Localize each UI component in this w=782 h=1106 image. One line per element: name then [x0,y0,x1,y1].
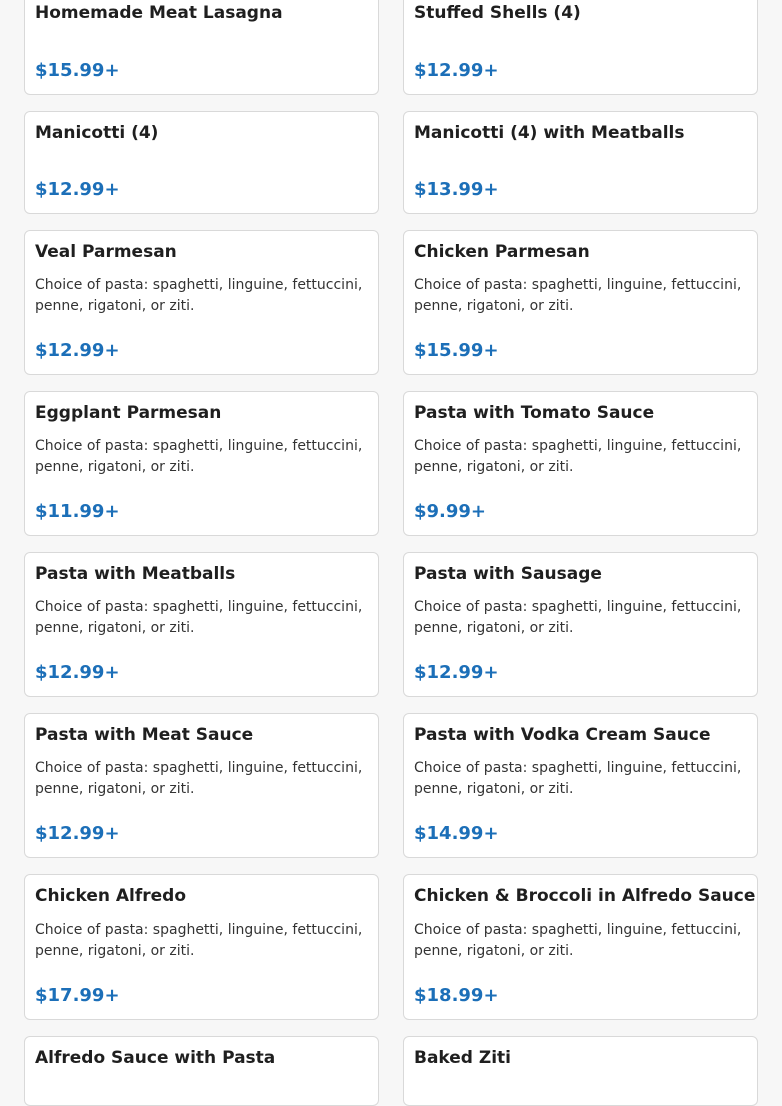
menu-item-description: Choice of pasta: spaghetti, linguine, fettuccini, penne, rigatoni, or ziti. [35,922,363,959]
menu-item-name: Chicken & Broccoli in Alfredo Sauce [414,886,756,906]
menu-item-card[interactable] [24,391,379,536]
menu-item-price: $12.99+ [414,662,499,683]
menu-item-price: $12.99+ [35,823,120,844]
menu-item-description: Choice of pasta: spaghetti, linguine, fettuccini, penne, rigatoni, or ziti. [414,922,742,959]
menu-item-description: Choice of pasta: spaghetti, linguine, fettuccini, penne, rigatoni, or ziti. [35,438,363,475]
menu-item-name: Chicken Parmesan [414,242,590,262]
menu-item-description: Choice of pasta: spaghetti, linguine, fettuccini, penne, rigatoni, or ziti. [35,277,363,314]
menu-item-price: $13.99+ [414,179,499,200]
menu-item-name: Stuffed Shells (4) [414,3,581,23]
menu-item-card[interactable] [403,0,758,95]
menu-item-name: Baked Ziti [414,1048,512,1068]
menu-item-price: $12.99+ [35,662,120,683]
menu-item-name: Pasta with Vodka Cream Sauce [414,725,711,745]
menu-item-card[interactable] [403,111,758,214]
menu-item-description: Choice of pasta: spaghetti, linguine, fettuccini, penne, rigatoni, or ziti. [414,760,742,797]
menu-item-description: Choice of pasta: spaghetti, linguine, fettuccini, penne, rigatoni, or ziti. [414,277,742,314]
menu-item-name: Eggplant Parmesan [35,403,222,423]
menu-item-name: Veal Parmesan [35,242,177,262]
menu-item-card[interactable] [403,1036,758,1106]
menu-item-card[interactable] [24,0,379,95]
menu-item-price: $18.99+ [414,985,499,1006]
menu-item-name: Pasta with Sausage [414,564,602,584]
menu-item-card[interactable] [24,230,379,375]
menu-item-card[interactable] [24,874,379,1020]
menu-item-name: Alfredo Sauce with Pasta [35,1048,276,1068]
menu-item-price: $15.99+ [414,340,499,361]
menu-item-name: Manicotti (4) with Meatballs [414,123,685,143]
menu-item-name: Pasta with Meat Sauce [35,725,254,745]
menu-item-price: $17.99+ [35,985,120,1006]
menu-item-card[interactable] [403,230,758,375]
menu-item-card[interactable] [24,552,379,697]
menu-item-card[interactable] [403,874,758,1020]
menu-item-description: Choice of pasta: spaghetti, linguine, fettuccini, penne, rigatoni, or ziti. [35,599,363,636]
menu-item-card[interactable] [403,713,758,858]
menu-item-description: Choice of pasta: spaghetti, linguine, fettuccini, penne, rigatoni, or ziti. [414,438,742,475]
menu-item-card[interactable] [403,552,758,697]
menu-item-price: $11.99+ [35,501,120,522]
menu-item-name: Pasta with Tomato Sauce [414,403,655,423]
menu-item-price: $15.99+ [35,60,120,81]
menu-item-card[interactable] [24,1036,379,1106]
menu-item-price: $12.99+ [414,60,499,81]
menu-item-name: Manicotti (4) [35,123,159,143]
menu-item-price: $9.99+ [414,501,487,522]
menu-item-card[interactable] [24,713,379,858]
menu-item-description: Choice of pasta: spaghetti, linguine, fettuccini, penne, rigatoni, or ziti. [414,599,742,636]
menu-item-price: $14.99+ [414,823,499,844]
menu-item-name: Homemade Meat Lasagna [35,3,283,23]
menu-item-price: $12.99+ [35,340,120,361]
menu-item-name: Chicken Alfredo [35,886,187,906]
menu-item-price: $12.99+ [35,179,120,200]
menu-item-card[interactable] [403,391,758,536]
menu-item-card[interactable] [24,111,379,214]
menu-item-name: Pasta with Meatballs [35,564,236,584]
menu-item-description: Choice of pasta: spaghetti, linguine, fettuccini, penne, rigatoni, or ziti. [35,760,363,797]
